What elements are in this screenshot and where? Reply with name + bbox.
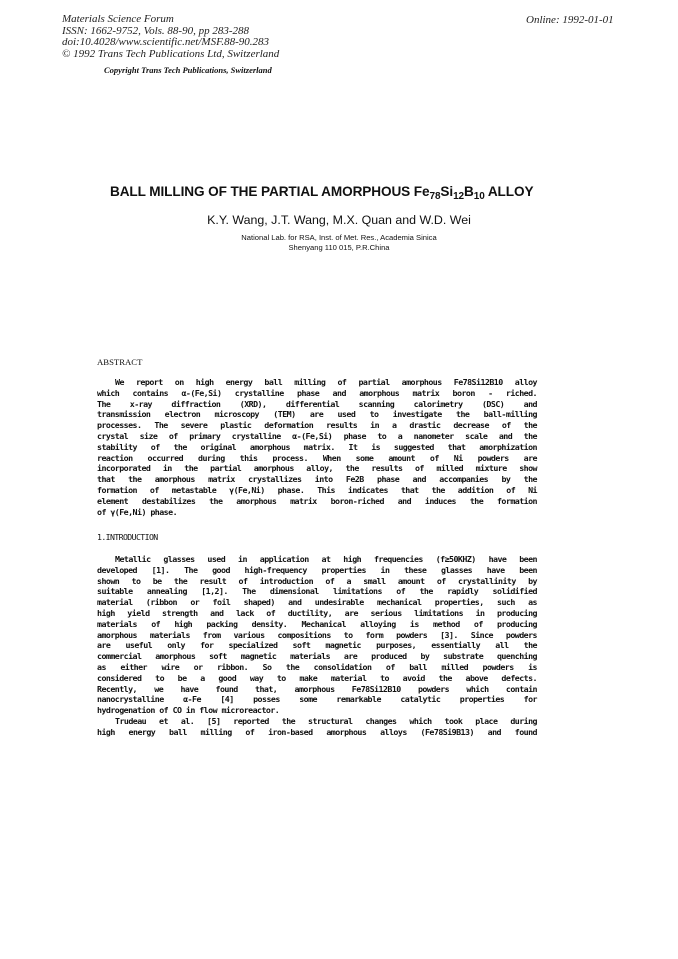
issn-volume-pages: ISSN: 1662-9752, Vols. 88-90, pp 283-288 <box>62 24 249 37</box>
intro-line: suitable annealing [1,2]. The dimensional limitations of the rapidly solidified <box>97 586 537 597</box>
paper-title <box>110 184 590 202</box>
title-text: ALLOY <box>484 184 534 199</box>
abstract-line: We report on high energy ball milling of partial amorphous Fe78Si12B10 alloy <box>115 377 537 387</box>
title-text: B <box>464 184 474 199</box>
introduction-heading: 1.INTRODUCTION <box>97 532 158 542</box>
intro-line: developed [1]. The good high-frequency properties in these glasses have been <box>97 564 537 575</box>
abstract-line: incorporated in the partial amorphous alloy, the results of milled mixture show <box>97 463 537 474</box>
intro-line: high yield strength and lack of ductility, are serious limitations in producing <box>97 607 537 618</box>
abstract-line: crystal size of primary crystalline α-(Fe,Si) phase to a nanometer scale and the <box>97 430 537 441</box>
copyright-notice: Copyright Trans Tech Publications, Switzerland <box>104 65 272 75</box>
abstract-line: transmission electron microscopy (TEM) are used to investigate the ball-milling <box>97 409 537 420</box>
title-text: BALL MILLING OF THE PARTIAL AMORPHOUS Fe <box>110 184 430 199</box>
intro-line: shown to be the result of introduction of a small amount of crystallinity by <box>97 575 537 586</box>
title-text: Si <box>440 184 454 199</box>
abstract-body <box>97 377 537 517</box>
affiliation-line-2: Shenyang 110 015, P.R.China <box>288 243 390 252</box>
intro-line: commercial amorphous soft magnetic materials are produced by substrate quenching <box>97 651 537 662</box>
intro-line: high energy ball milling of iron-based amorphous alloys (Fe78Si9B13) and found <box>97 726 537 737</box>
intro-line: amorphous materials from various compositions to form powders [3]. Since powders <box>97 629 537 640</box>
intro-line: as either wire or ribbon. So the consolidation of ball milled powders is <box>97 661 537 672</box>
journal-name: Materials Science Forum <box>62 13 174 25</box>
abstract-line: processes. The severe plastic deformation results in a drastic decrease of the <box>97 420 537 431</box>
publication-metadata <box>62 14 279 60</box>
abstract-line: The x-ray diffraction (XRD), differential scanning calorimetry (DSC) and <box>97 398 537 409</box>
intro-line: Recently, we have found that, amorphous Fe78Si12B10 powders which contain <box>97 683 537 694</box>
abstract-line: reaction occurred during this process. When some amount of Ni powders are <box>97 452 537 463</box>
abstract-line: element destabilizes the amorphous matrix boron-riched and induces the formation <box>97 495 537 506</box>
abstract-line: formation of metastable γ(Fe,Ni) phase. This indicates that the addition of Ni <box>97 484 537 495</box>
intro-line: materials of high packing density. Mechanical alloying is method of producing <box>97 618 537 629</box>
intro-line: material (ribbon or foil shaped) and undesirable mechanical properties, such as <box>97 597 537 608</box>
author-list: K.Y. Wang, J.T. Wang, M.X. Quan and W.D. Wei <box>207 213 471 227</box>
title-subscript: 78 <box>429 191 441 202</box>
affiliation-line-1: National Lab. for RSA, Inst. of Met. Res., Academia Sinica <box>241 233 437 242</box>
title-subscript: 10 <box>473 191 485 202</box>
abstract-line: stability of the original amorphous matrix. It is suggested that amorphization <box>97 441 537 452</box>
abstract-line: of γ(Fe,Ni) phase. <box>97 506 178 517</box>
publisher-line: © 1992 Trans Tech Publications Ltd, Switzerland <box>62 47 280 60</box>
abstract-line: that the amorphous matrix crystallizes into Fe2B phase and accompanies by the <box>97 474 537 485</box>
title-subscript: 12 <box>453 191 465 202</box>
online-date: Online: 1992-01-01 <box>526 14 614 26</box>
intro-line: are useful only for specialized soft magnetic purposes, essentially all the <box>97 640 537 651</box>
intro-line: considered to be a good way to make material to avoid the above defects. <box>97 672 537 683</box>
introduction-body <box>97 554 537 738</box>
intro-line: nanocrystalline α-Fe [4] posses some remarkable catalytic properties for <box>97 694 537 705</box>
abstract-heading: ABSTRACT <box>97 357 143 367</box>
intro-line: hydrogenation of CO in flow microreactor. <box>97 705 280 716</box>
intro-line: Metallic glasses used in application at high frequencies (f≥50KHZ) have been <box>115 554 537 564</box>
intro-line: Trudeau et al. [5] reported the structural changes which took place during <box>115 715 537 726</box>
abstract-line: which contains α-(Fe,Si) crystalline phase and amorphous matrix boron - riched. <box>97 387 537 398</box>
doi-line[interactable]: doi:10.4028/www.scientific.net/MSF.88-90.283 <box>62 36 270 48</box>
